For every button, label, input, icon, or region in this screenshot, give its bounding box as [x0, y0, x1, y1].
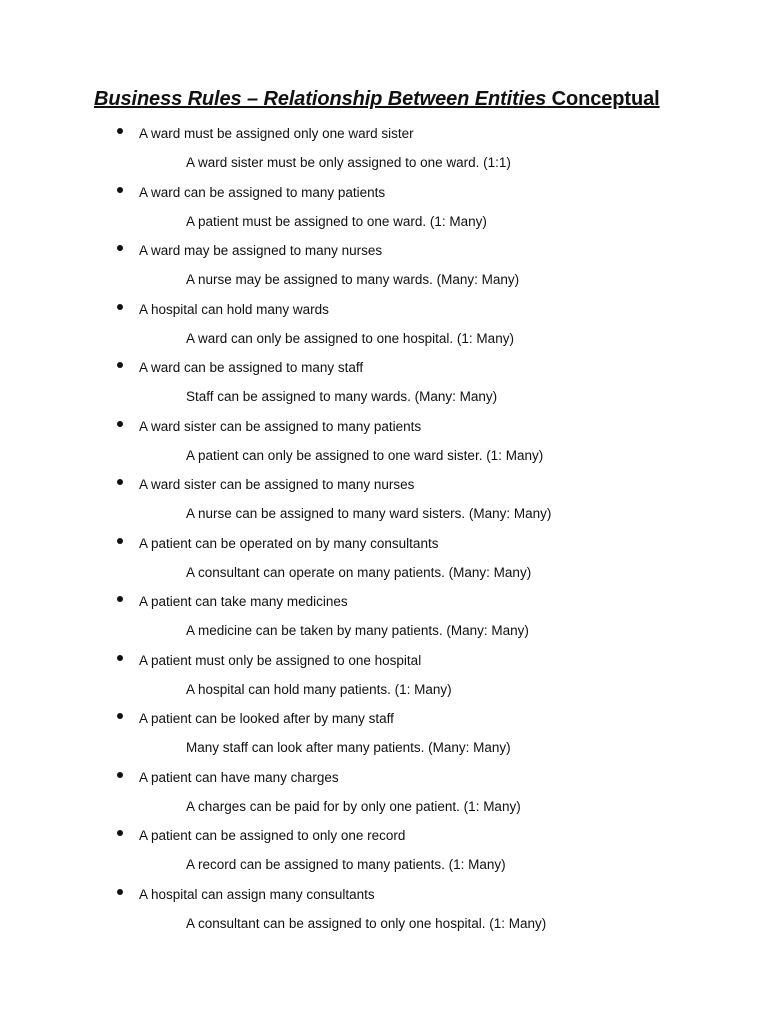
- rule-relationship: A hospital can hold many patients. (1: Many): [186, 681, 452, 697]
- rule-text: A patient can take many medicines: [139, 594, 348, 609]
- bullet-icon: [117, 538, 123, 544]
- bullet-icon: [117, 187, 123, 193]
- rule-text: A patient can be operated on by many consultants: [139, 535, 439, 551]
- rule-relationship: A nurse may be assigned to many wards. (Many: Many): [186, 272, 520, 287]
- rule-text: A ward sister can be assigned to many nurses: [139, 477, 415, 492]
- rule-relationship: A ward sister must be only assigned to one ward. (1:1): [186, 155, 511, 170]
- bullet-icon: [117, 245, 123, 251]
- title-regular-text: Conceptual: [546, 88, 660, 110]
- rule-text: A patient can be looked after by many staff: [139, 711, 394, 726]
- rule-text: A ward may be assigned to many nurses: [139, 243, 383, 258]
- rule-text: A ward sister can be assigned to many patients: [139, 418, 422, 434]
- rule-item: [0, 592, 768, 651]
- rule-text: A ward must be assigned only one ward sister: [139, 126, 414, 141]
- bullet-icon: [117, 128, 123, 134]
- rule-relationship: A record can be assigned to many patients. (1: Many): [186, 857, 506, 872]
- rule-text: A ward can be assigned to many staff: [139, 360, 364, 375]
- rule-relationship: A nurse can be assigned to many ward sisters. (Many: Many): [186, 506, 552, 521]
- bullet-icon: [117, 304, 123, 310]
- rule-relationship: A patient must be assigned to one ward. (1: Many): [186, 213, 487, 229]
- bullet-icon: [117, 713, 123, 719]
- bullet-icon: [117, 889, 123, 895]
- rule-relationship: Staff can be assigned to many wards. (Many: Many): [186, 389, 498, 404]
- rule-relationship: Many staff can look after many patients. (Many: Many): [186, 740, 511, 755]
- bullet-icon: [117, 830, 123, 836]
- rule-text: A patient can have many charges: [139, 769, 339, 785]
- rule-relationship: A consultant can be assigned to only one hospital. (1: Many): [186, 915, 547, 931]
- rule-item: [0, 417, 768, 476]
- bullet-icon: [117, 772, 123, 778]
- rule-text: A patient must only be assigned to one hospital: [139, 652, 422, 668]
- rule-item: [0, 475, 768, 534]
- title-italic-text: Business Rules – Relationship Between Entities: [94, 88, 547, 110]
- rule-relationship: A patient can only be assigned to one ward sister. (1: Many): [186, 447, 544, 463]
- rule-item: [0, 826, 768, 885]
- rule-item: [0, 534, 768, 593]
- rule-item: [0, 300, 768, 359]
- rule-item: [0, 124, 768, 183]
- rule-item: [0, 768, 768, 827]
- rule-item: [0, 241, 768, 300]
- rule-text: A patient can be assigned to only one record: [139, 828, 406, 843]
- bullet-icon: [117, 421, 123, 427]
- document-title: [94, 88, 660, 111]
- rule-text: A ward can be assigned to many patients: [139, 184, 386, 200]
- rule-item: [0, 183, 768, 242]
- rule-item: [0, 651, 768, 710]
- rule-relationship: A consultant can operate on many patients. (Many: Many): [186, 564, 532, 580]
- rule-item: [0, 709, 768, 768]
- rule-text: A hospital can assign many consultants: [139, 886, 375, 902]
- business-rules-list: [0, 124, 768, 943]
- rule-item: [0, 885, 768, 944]
- rule-relationship: A charges can be paid for by only one patient. (1: Many): [186, 798, 521, 814]
- rule-relationship: A medicine can be taken by many patients. (Many: Many): [186, 623, 529, 638]
- bullet-icon: [117, 655, 123, 661]
- bullet-icon: [117, 479, 123, 485]
- rule-item: [0, 358, 768, 417]
- bullet-icon: [117, 596, 123, 602]
- bullet-icon: [117, 362, 123, 368]
- rule-relationship: A ward can only be assigned to one hospital. (1: Many): [186, 330, 514, 346]
- rule-text: A hospital can hold many wards: [139, 301, 329, 317]
